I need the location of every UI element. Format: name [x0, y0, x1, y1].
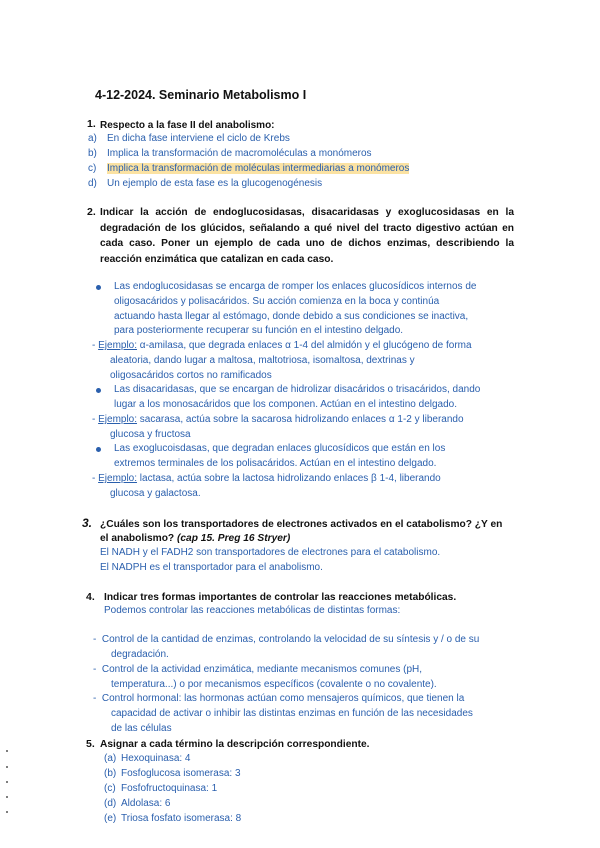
text-line: - Control de la actividad enzimática, mediante mecanismos comunes (pH, [93, 664, 423, 675]
q5-item-c-letter: (c) [104, 783, 116, 794]
text-line: aleatoria, dando lugar a maltosa, maltotriosa, isomaltosa, dextrinas y [110, 354, 415, 366]
q5-item-b-letter: (b) [104, 768, 117, 779]
text-line: extremos terminales de los polisacáridos. Actúan en el intestino delgado. [114, 457, 437, 469]
margin-dot [6, 811, 8, 813]
example-label: Ejemplo: [98, 473, 138, 484]
q3-reference: (cap 15. Preg 16 Stryer) [174, 533, 291, 544]
example-text: lactasa, actúa sobre la lactosa hidrolizando enlaces β 1-4, liberando [137, 473, 441, 484]
text-line: degradación. [111, 648, 169, 660]
text-line: Las disacaridasas, que se encargan de hidrolizar disacáridos o trisacáridos, dando [114, 384, 481, 395]
text-line: actuando hasta llegar al estómago, donde debido a sus condiciones se inactiva, [114, 310, 469, 322]
margin-dot [6, 796, 8, 798]
text-line: temperatura...) o por mecanismos específicos (covalente o no covalente). [111, 678, 437, 690]
q2-bullet-exoglucosidasas [114, 442, 445, 472]
q1-option-c-letter: c) [88, 163, 97, 174]
margin-dot [6, 750, 8, 752]
text-line: Las exoglucoisdasas, que degradan enlaces glucosídicos que están en los [114, 443, 446, 454]
q2-example-3 [92, 472, 441, 502]
q1-option-a-letter: a) [88, 133, 97, 144]
q4-item-2 [93, 663, 437, 693]
margin-dot [6, 781, 8, 783]
q2-line-4: reacción enzimática que catalizan en cada caso. [100, 253, 334, 265]
q2-bullet-disacaridasas [114, 383, 480, 413]
q1-number: 1. [87, 118, 96, 130]
bullet-dot [96, 285, 101, 290]
q1-option-b-letter: b) [88, 148, 97, 159]
q5-question: Asignar a cada término la descripción correspondiente. [100, 739, 370, 750]
text-line: - Control de la cantidad de enzimas, controlando la velocidad de su síntesis y / o de su [93, 634, 480, 645]
q2-number: 2. [87, 206, 96, 218]
q1-option-d-letter: d) [88, 178, 97, 189]
bullet-dot [96, 388, 101, 393]
text-line: glucosa y fructosa [110, 428, 191, 440]
example-label: Ejemplo: [98, 340, 138, 351]
text-line: oligosacáridos cortos no ramificados [110, 369, 272, 381]
q4-item-1 [93, 633, 479, 663]
text-line: capacidad de activar o inhibir las distintas enzimas en función de las necesidades [111, 707, 473, 719]
q4-intro: Podemos controlar las reacciones metabólicas de distintas formas: [104, 605, 401, 616]
q2-example-1 [92, 339, 472, 383]
q3-answer-2: El NADPH es el transportador para el anabolismo. [100, 562, 323, 573]
q2-example-2 [92, 413, 464, 443]
q3-question-line-2 [100, 531, 290, 547]
q1-option-c [107, 162, 409, 177]
q5-item-d: Aldolasa: 6 [121, 798, 171, 809]
item-text: Control de la cantidad de enzimas, controlando la velocidad de su síntesis y / o de su [101, 634, 480, 645]
text-line: - Ejemplo: sacarasa, actúa sobre la sacarosa hidrolizando enlaces α 1-2 y liberando [92, 414, 464, 425]
q1-question: Respecto a la fase II del anabolismo: [100, 120, 275, 131]
text-line: Las endoglucosidasas se encarga de romper los enlaces glucosídicos internos de [114, 281, 477, 292]
q2-question [100, 205, 514, 267]
text-line: oligosacáridos y polisacáridos. Su acción comienza en la boca y continúa [114, 295, 440, 307]
q1-option-b: Implica la transformación de macromoléculas a monómeros [107, 148, 372, 159]
q5-item-e-letter: (e) [104, 813, 117, 824]
item-text: Control de la actividad enzimática, mediante mecanismos comunes (pH, [101, 664, 423, 675]
text-line: lugar a los monosacáridos que los componen. Actúan en el intestino delgado. [114, 398, 458, 410]
q4-item-3 [93, 692, 473, 736]
q5-number: 5. [86, 738, 95, 750]
page-title: 4-12-2024. Seminario Metabolismo I [95, 88, 307, 102]
text-line: de las células [111, 722, 172, 734]
text-line: - Ejemplo: lactasa, actúa sobre la lactosa hidrolizando enlaces β 1-4, liberando [92, 473, 441, 484]
q2-line-1: Indicar la acción de endoglucosidasas, disacaridasas y exoglucosidasas en la [100, 207, 514, 218]
q5-item-e: Triosa fosfato isomerasa: 8 [121, 813, 242, 824]
q3-number: 3. [82, 516, 93, 530]
q2-line-3: cada caso. Poner un ejemplo de cada uno de dichos enzimas, describiendo la [100, 238, 514, 249]
bullet-dot [96, 447, 101, 452]
example-text: sacarasa, actúa sobre la sacarosa hidrolizando enlaces α 1-2 y liberando [137, 414, 464, 425]
q1-option-c-highlight: Implica la transformación de moléculas intermediarias a monómeros [107, 163, 410, 174]
q3-answer-1: El NADH y el FADH2 son transportadores de electrones para el catabolismo. [100, 547, 441, 558]
q5-item-c: Fosfofructoquinasa: 1 [121, 783, 218, 794]
q5-item-a-letter: (a) [104, 753, 117, 764]
text-line: glucosa y galactosa. [110, 487, 201, 499]
example-text: α-amilasa, que degrada enlaces α 1-4 del almidón y el glucógeno de forma [137, 340, 472, 351]
q5-item-d-letter: (d) [104, 798, 117, 809]
item-text: Control hormonal: las hormonas actúan como mensajeros químicos, que tienen la [101, 693, 465, 704]
example-label: Ejemplo: [98, 414, 138, 425]
q4-number: 4. [86, 591, 95, 603]
q5-item-a: Hexoquinasa: 4 [121, 753, 191, 764]
q2-bullet-endoglucosidasas [114, 280, 476, 339]
q3-question-line-1: ¿Cuáles son los transportadores de electrones activados en el catabolismo? ¿Y en [100, 519, 503, 530]
q5-item-b: Fosfoglucosa isomerasa: 3 [121, 768, 241, 779]
q4-question: Indicar tres formas importantes de controlar las reacciones metabólicas. [104, 592, 457, 603]
margin-dot [6, 766, 8, 768]
q1-option-d: Un ejemplo de esta fase es la glucogenogénesis [107, 178, 323, 189]
q1-option-a: En dicha fase interviene el ciclo de Krebs [107, 133, 290, 144]
text-line: para posteriormente recuperar su función en el intestino delgado. [114, 325, 404, 337]
q2-line-2: degradación de los glúcidos, señalando a qué nivel del tracto digestivo actúan en [100, 222, 514, 234]
text-line: - Control hormonal: las hormonas actúan como mensajeros químicos, que tienen la [93, 693, 465, 704]
text-line: - Ejemplo: α-amilasa, que degrada enlaces α 1-4 del almidón y el glucógeno de forma [92, 340, 472, 351]
q3-question-text: el anabolismo? [100, 533, 175, 544]
